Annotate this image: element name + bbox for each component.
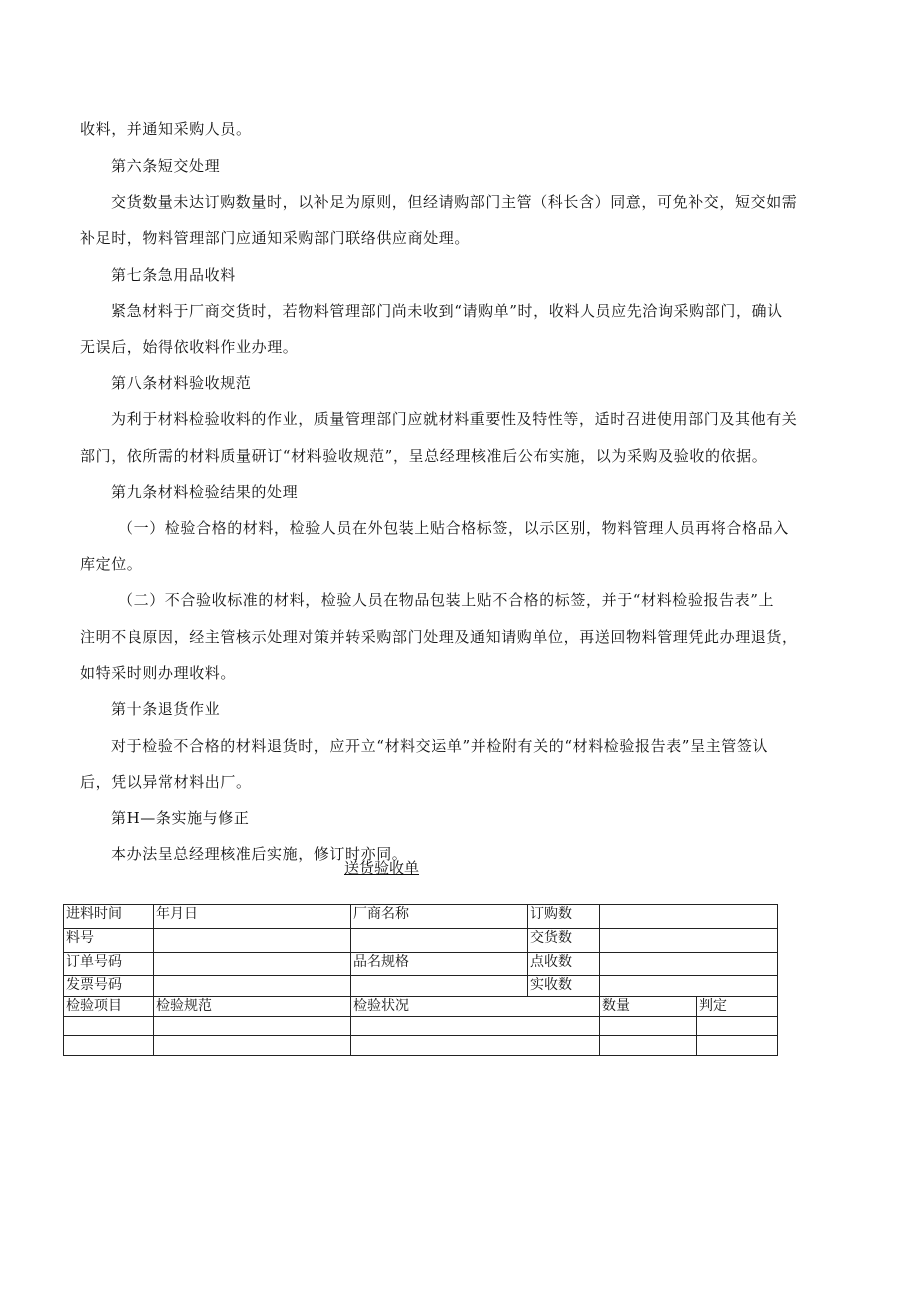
paragraph-line: 对于检验不合格的材料退货时，应开立“材料交运单”并检附有关的“材料检验报告表”呈主管签认 bbox=[111, 737, 769, 755]
article-heading: 第六条短交处理 bbox=[111, 157, 221, 175]
table-cell: 料号 bbox=[64, 929, 154, 953]
article-heading: 第七条急用品收料 bbox=[111, 266, 236, 284]
paragraph-line: （二）不合验收标准的材料，检验人员在物品包装上贴不合格的标签，并于“材料检验报告表”上 bbox=[118, 591, 775, 609]
table-cell bbox=[600, 953, 778, 976]
table-cell bbox=[600, 929, 778, 953]
table-row bbox=[64, 953, 778, 976]
table-cell bbox=[600, 1017, 697, 1036]
table-cell: 判定 bbox=[697, 997, 778, 1017]
article-heading: 第十条退货作业 bbox=[111, 700, 221, 718]
table-cell bbox=[64, 1036, 154, 1056]
paragraph-line: 紧急材料于厂商交货时，若物料管理部门尚未收到“请购单”时，收料人员应先洽询采购部门，确认 bbox=[111, 302, 783, 320]
table-cell bbox=[697, 1036, 778, 1056]
paragraph-line: 为利于材料检验收料的作业，质量管理部门应就材料重要性及特性等，适时召进使用部门及其他有关 bbox=[111, 410, 798, 428]
table-cell bbox=[351, 976, 528, 997]
article-heading: 第H—条实施与修正 bbox=[111, 809, 250, 827]
paragraph-line: 如特采时则办理收料。 bbox=[80, 664, 237, 682]
table-cell: 交货数 bbox=[528, 929, 600, 953]
delivery-inspection-form bbox=[63, 904, 778, 1056]
table-cell bbox=[154, 1036, 351, 1056]
table-cell bbox=[154, 976, 351, 997]
table-row bbox=[64, 997, 778, 1017]
table-cell: 检验状况 bbox=[351, 997, 600, 1017]
paragraph-line: 本办法呈总经理核准后实施，修订时亦同。 bbox=[111, 845, 408, 863]
table-cell: 实收数 bbox=[528, 976, 600, 997]
table-row bbox=[64, 905, 778, 929]
article-heading: 第八条材料验收规范 bbox=[111, 374, 252, 392]
table-cell: 订购数 bbox=[528, 905, 600, 929]
table-cell bbox=[351, 1017, 600, 1036]
table-cell: 厂商名称 bbox=[351, 905, 528, 929]
table-cell bbox=[697, 1017, 778, 1036]
table-cell: 数量 bbox=[600, 997, 697, 1017]
paragraph-line: 收料，并通知采购人员。 bbox=[80, 120, 252, 138]
table-cell: 点收数 bbox=[528, 953, 600, 976]
table-cell: 进料时间 bbox=[64, 905, 154, 929]
table-row bbox=[64, 1036, 778, 1056]
table-cell: 品名规格 bbox=[351, 953, 528, 976]
table-row bbox=[64, 976, 778, 997]
table-cell: 发票号码 bbox=[64, 976, 154, 997]
table-cell bbox=[600, 905, 778, 929]
table-cell bbox=[154, 953, 351, 976]
paragraph-line: 无误后，始得依收料作业办理。 bbox=[80, 338, 299, 356]
paragraph-line: 后，凭以异常材料出厂。 bbox=[80, 773, 252, 791]
paragraph-line: 补足时，物料管理部门应通知采购部门联络供应商处理。 bbox=[80, 229, 471, 247]
table-cell: 检验项目 bbox=[64, 997, 154, 1017]
table-row bbox=[64, 929, 778, 953]
table-cell bbox=[64, 1017, 154, 1036]
paragraph-line: 交货数量未达订购数量时，以补足为原则，但经请购部门主管（科长含）同意，可免补交，短交如需 bbox=[111, 193, 798, 211]
table-cell bbox=[351, 1036, 600, 1056]
table-cell bbox=[600, 976, 778, 997]
article-heading: 第九条材料检验结果的处理 bbox=[111, 483, 299, 501]
paragraph-line: 库定位。 bbox=[80, 555, 143, 573]
paragraph-line: 部门，依所需的材料质量研订“材料验收规范”，呈总经理核准后公布实施，以为采购及验收的依据。 bbox=[80, 447, 768, 465]
table-row bbox=[64, 1017, 778, 1036]
paragraph-line: 注明不良原因，经主管核示处理对策并转采购部门处理及通知请购单位，再送回物料管理凭此办理退货， bbox=[80, 628, 798, 646]
table-cell bbox=[351, 929, 528, 953]
table-cell bbox=[154, 1017, 351, 1036]
table-cell bbox=[154, 929, 351, 953]
paragraph-line: （一）检验合格的材料，检验人员在外包装上贴合格标签，以示区别，物料管理人员再将合格品入 bbox=[118, 519, 789, 537]
table-cell: 检验规范 bbox=[154, 997, 351, 1017]
table-cell: 年月日 bbox=[154, 905, 351, 929]
form-title: 送货验收单 bbox=[344, 859, 420, 877]
table-cell: 订单号码 bbox=[64, 953, 154, 976]
table-cell bbox=[600, 1036, 697, 1056]
